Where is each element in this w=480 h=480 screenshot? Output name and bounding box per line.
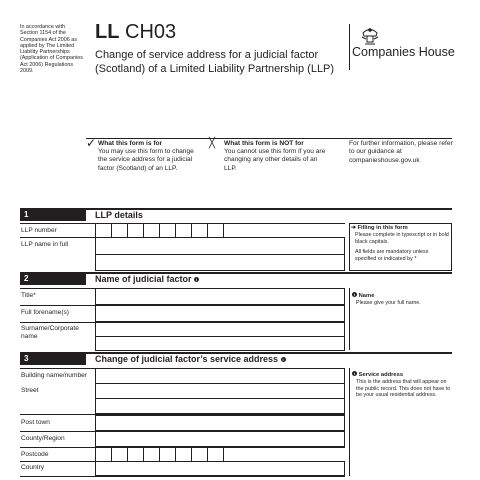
surname-field-2[interactable] <box>95 336 345 351</box>
country-label: Country <box>21 464 45 471</box>
intro-top-rule <box>86 138 452 139</box>
llp-number-field[interactable] <box>95 223 224 237</box>
postcode-label: Postcode <box>21 451 49 458</box>
service-info-text: This is the address that will appear on the public record. This does not have to be your usual residential address. <box>356 379 451 399</box>
section1-title: LLP details <box>95 210 143 220</box>
filling-in-text-1: Please complete in typescript or in bold black capitals. <box>355 232 449 245</box>
section2-number: 2 <box>20 273 86 285</box>
is-for-text: You may use this form to change the service address for a judicial factor (Scotland) of an LLP. <box>98 148 194 172</box>
form-code <box>95 21 176 43</box>
county-label: County/Region <box>21 435 65 442</box>
name-info-heading: Name <box>358 293 375 299</box>
section1-number: 1 <box>20 209 86 221</box>
form-code-number: CH03 <box>125 21 177 43</box>
street-field-1[interactable] <box>95 383 345 399</box>
llp-name-label: LLP name in full <box>21 241 69 248</box>
cross-icon: ╳ <box>209 138 216 149</box>
llp-number-label: LLP number <box>21 227 57 234</box>
form-title: Change of service address for a judicial factor (Scotland) of a Limited Liability Partnership (LLP) <box>95 49 335 75</box>
logo-text: Companies House <box>352 45 455 59</box>
forenames-field[interactable] <box>95 305 345 322</box>
filling-in-text-2: All fields are mandatory unless specified or indicated by * <box>355 249 429 262</box>
info-icon: i <box>195 277 198 282</box>
county-field[interactable] <box>95 431 345 447</box>
section2-title <box>95 273 199 285</box>
section2-title-text: Name of judicial factor <box>95 274 192 284</box>
name-info-text: Please give your full name. <box>356 300 421 306</box>
service-info-heading: Service address <box>358 372 404 378</box>
section3-title <box>95 353 286 365</box>
post-town-field[interactable] <box>95 415 345 431</box>
filling-in-info <box>351 225 451 262</box>
name-info <box>352 292 452 307</box>
building-label: Building name/number <box>21 372 87 379</box>
legal-note: In accordance with Section 1154 of the Companies Act 2006 as applied by The Limited Liability Partnerships (Application of Companies Act 2006) Regulations 2009. <box>20 24 83 75</box>
street-field-2[interactable] <box>95 398 345 414</box>
further-info: For further information, please refer to our guidance at companieshouse.gov.uk <box>349 140 453 164</box>
title-label: Title* <box>21 292 36 299</box>
arrow-icon: ➔ <box>351 225 356 231</box>
section3-title-text: Change of judicial factor’s service address <box>95 354 279 364</box>
postcode-field[interactable] <box>95 447 224 461</box>
section3-number: 3 <box>20 353 86 365</box>
s3-side-rule <box>349 368 350 476</box>
tick-icon: ✓ <box>86 136 97 150</box>
title-field[interactable] <box>95 288 345 305</box>
service-info-icon: i <box>353 371 356 376</box>
not-for-text: You cannot use this form if you are changing any other details of an LLP. <box>224 148 326 172</box>
llp-name-field-1[interactable] <box>95 237 345 255</box>
forenames-label: Full forename(s) <box>21 309 70 316</box>
service-address-info <box>352 371 452 399</box>
is-for-heading: What this form is for <box>98 140 163 147</box>
name-info-icon: i <box>353 292 356 297</box>
form-code-prefix: LL <box>95 21 120 43</box>
info-icon: i <box>282 357 284 362</box>
not-for-heading: What this form is NOT for <box>224 140 304 147</box>
logo-divider <box>349 24 350 70</box>
surname-field-1[interactable] <box>95 322 345 337</box>
s2-side-rule <box>349 288 350 350</box>
s3-line-f <box>20 476 345 477</box>
country-field[interactable] <box>95 461 345 476</box>
filling-in-heading: Filling in this form <box>357 225 408 231</box>
building-field[interactable] <box>95 368 345 384</box>
llp-name-field-2[interactable] <box>95 254 345 271</box>
post-town-label: Post town <box>21 419 50 426</box>
street-label: Street <box>21 387 39 394</box>
surname-label: Surname/Corporate name <box>21 325 79 340</box>
